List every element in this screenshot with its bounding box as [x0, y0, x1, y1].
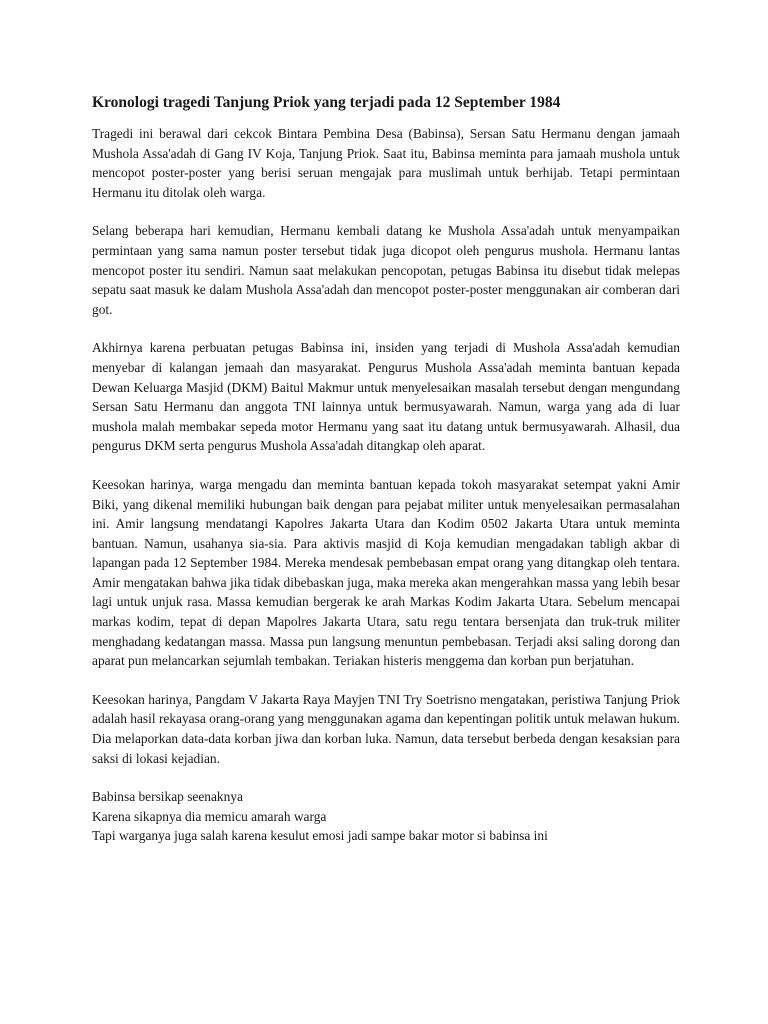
- document-page: [92, 93, 680, 846]
- note-line-3: Tapi warganya juga salah karena kesulut emosi jadi sampe bakar motor si babinsa ini: [92, 828, 548, 844]
- paragraph-3: Akhirnya karena perbuatan petugas Babinsa ini, insiden yang terjadi di Mushola Assa'adah kemudian menyebar di kalangan jemaah dan masyarakat. Pengurus Mushola Assa'adah meminta bantuan kepada Dewan Keluarga Masjid (DKM) Baitul Makmur untuk menyelesaikan masalah tersebut dengan mengundang Sersan Satu Hermanu dan anggota TNI lainnya untuk bermusyawarah. Namun, warga yang ada di luar mushola malah membakar sepeda motor Hermanu yang saat itu datang untuk bermusyawarah. Alhasil, dua pengurus DKM serta pengurus Mushola Assa'adah ditangkap oleh aparat.: [92, 340, 680, 454]
- note-line-2: Karena sikapnya dia memicu amarah warga: [92, 808, 327, 824]
- paragraph-4: Keesokan harinya, warga mengadu dan meminta bantuan kepada tokoh masyarakat setempat yakni Amir Biki, yang dikenal memiliki hubungan baik dengan para pejabat militer untuk menyelesaikan permasalahan ini. Amir langsung mendatangi Kapolres Jakarta Utara dan Kodim 0502 Jakarta Utara untuk meminta bantuan. Namun, usahanya sia-sia. Para aktivis masjid di Koja kemudian mengadakan tabligh akbar di lapangan pada 12 September 1984. Mereka mendesak pembebasan empat orang yang ditangkap oleh tentara. Amir mengatakan bahwa jika tidak dibebaskan juga, maka mereka akan mengerahkan massa yang lebih besar lagi untuk unjuk rasa. Massa kemudian bergerak ke arah Markas Kodim Jakarta Utara. Sebelum mencapai markas kodim, tepat di depan Mapolres Jakarta Utara, satu regu tentara bersenjata dan truk-truk militer menghadang kedatangan massa. Massa pun langsung menuntun pembebasan. Terjadi aksi saling dorong dan aparat pun melancarkan sejumlah tembakan. Teriakan histeris menggema dan korban pun berjatuhan.: [92, 476, 680, 669]
- paragraph-1: Tragedi ini berawal dari cekcok Bintara Pembina Desa (Babinsa), Sersan Satu Hermanu dengan jamaah Mushola Assa'adah di Gang IV Koja, Tanjung Priok. Saat itu, Babinsa meminta para jamaah mushola untuk mencopot poster-poster yang berisi seruan mengajak para muslimah untuk berhijab. Tetapi permintaan Hermanu itu ditolak oleh warga.: [92, 126, 680, 200]
- notes-block: [92, 787, 680, 846]
- document-title: Kronologi tragedi Tanjung Priok yang terjadi pada 12 September 1984: [92, 94, 561, 111]
- note-line-1: Babinsa bersikap seenaknya: [92, 789, 243, 805]
- paragraph-2: Selang beberapa hari kemudian, Hermanu kembali datang ke Mushola Assa'adah untuk menyampaikan permintaan yang sama namun poster tersebut tidak juga dicopot oleh pengurus mushola. Hermanu lantas mencopot poster itu sendiri. Namun saat melakukan pencopotan, petugas Babinsa itu disebut tidak melepas sepatu saat masuk ke dalam Mushola Assa'adah dan mencopot poster-poster menggunakan air comberan dari got.: [92, 223, 680, 317]
- paragraph-5: Keesokan harinya, Pangdam V Jakarta Raya Mayjen TNI Try Soetrisno mengatakan, peristiwa Tanjung Priok adalah hasil rekayasa orang-orang yang menggunakan agama dan kepentingan politik untuk melawan hukum. Dia melaporkan data-data korban jiwa dan korban luka. Namun, data tersebut berbeda dengan kesaksian para saksi di lokasi kejadian.: [92, 691, 680, 766]
